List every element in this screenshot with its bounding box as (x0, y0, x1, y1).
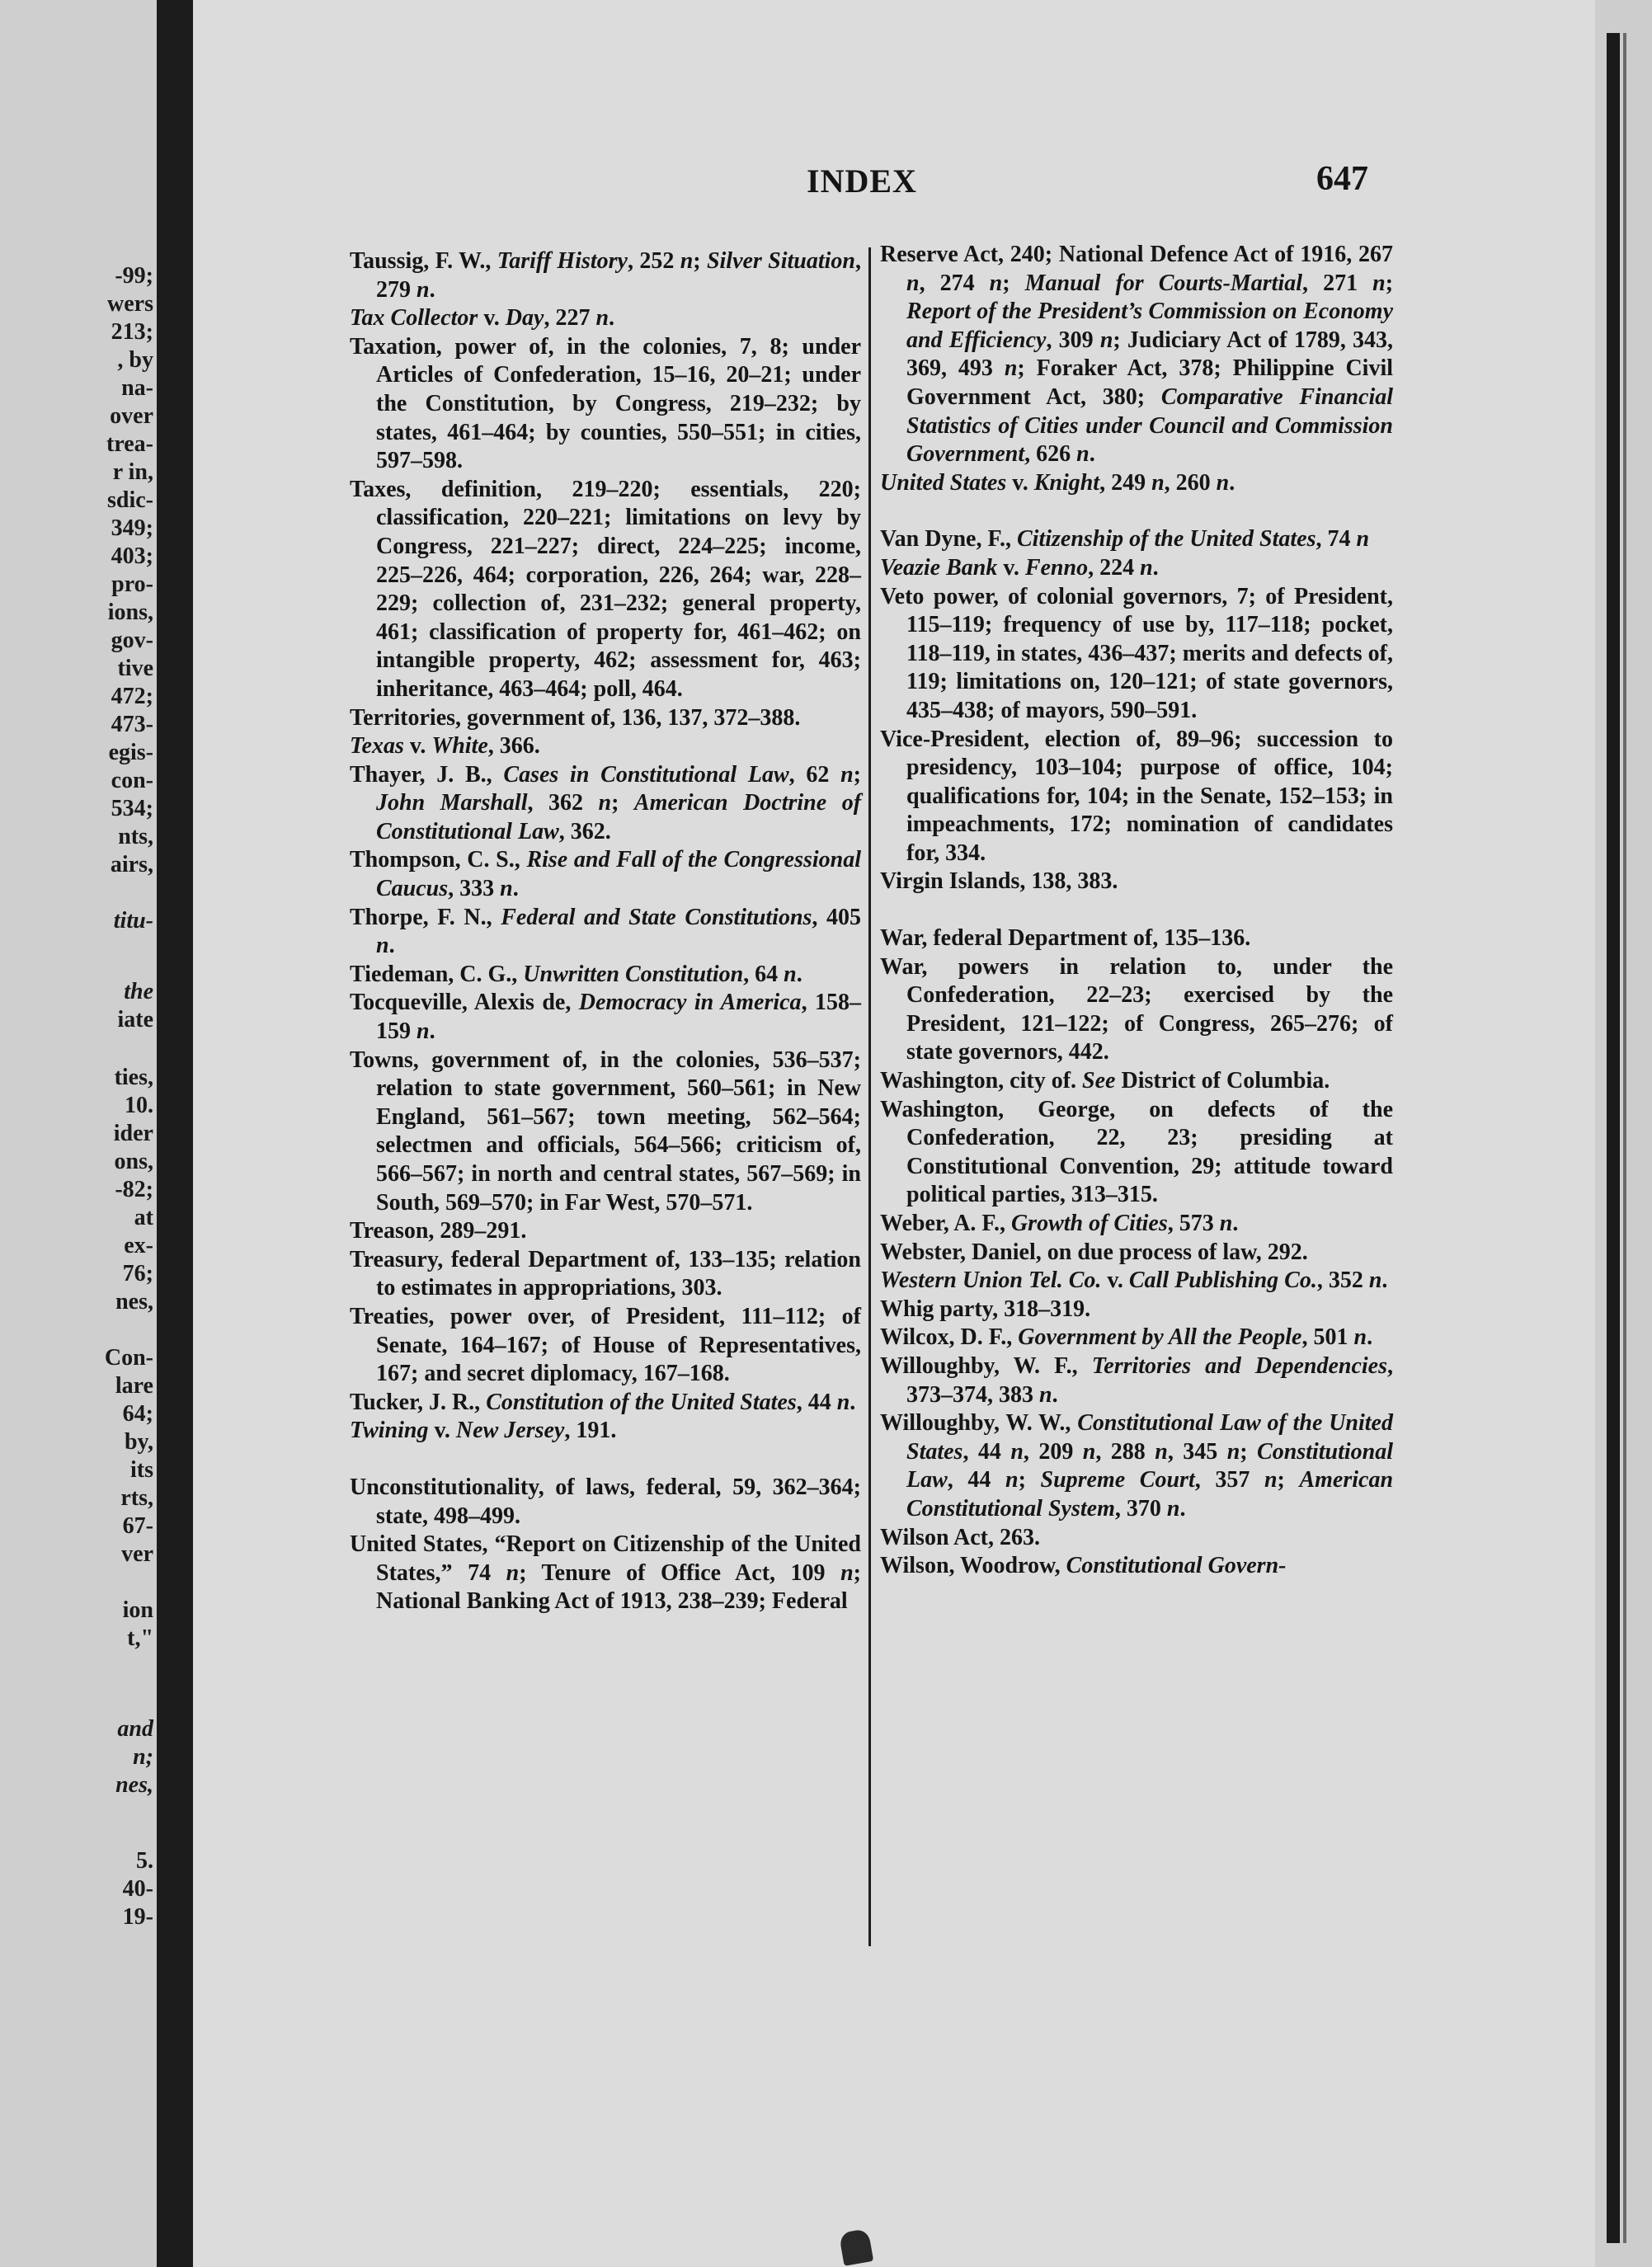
entry-text: Whig party, 318–319. (880, 1296, 1091, 1322)
entry-italic-text: n (500, 876, 513, 902)
entry-italic-text: n (1004, 355, 1018, 382)
entry-text: , 279 (376, 248, 861, 303)
entry-italic-text: n (1010, 1438, 1024, 1465)
facing-page-fragment: r in, (112, 459, 153, 485)
entry-italic-text: n (1155, 1438, 1168, 1465)
entry-text: v. (428, 1418, 456, 1444)
entry-italic-text: Western Union Tel. Co. (880, 1268, 1102, 1294)
facing-page-fragment: the (124, 979, 153, 1004)
entry-text: Treasury, federal Department of, 133–135; relation to estimates in appropriations, 303. (350, 1246, 861, 1301)
entry-text: . (1089, 441, 1095, 468)
facing-page-fragment: its (130, 1457, 153, 1483)
facing-page-fragment: ver (121, 1541, 153, 1567)
index-entry-vice-president (880, 726, 1393, 868)
index-entry-veto (880, 583, 1393, 726)
facing-page-fragment: wers (107, 291, 153, 317)
facing-page-fragment: 76; (122, 1261, 153, 1286)
facing-page-fragment: 472; (111, 684, 153, 709)
entry-italic-text: Comparative Financial Statistics of Cities under Council and Commission Government (906, 383, 1393, 468)
entry-italic-text: New Jersey (455, 1418, 565, 1444)
entry-text: . (1152, 554, 1159, 581)
facing-page-fragment: airs, (110, 852, 153, 877)
facing-page-fragment: n; (133, 1744, 153, 1770)
entry-text: , 64 (743, 961, 784, 987)
entry-text: . (609, 305, 615, 332)
entry-text: Wilcox, D. F., (880, 1324, 1019, 1351)
entry-text: , 366. (487, 733, 540, 760)
facing-page-fragment: gov- (111, 628, 153, 653)
entry-text: , 74 (1315, 526, 1357, 553)
index-column-right (880, 241, 1393, 1581)
entry-italic-text: Democracy in America (578, 990, 802, 1016)
entry-text: Willoughby, W. W., (880, 1410, 1078, 1437)
page-edge-line (1623, 33, 1626, 2243)
entry-text: Taxation, power of, in the colonies, 7, 8; under Articles of Confederation, 15–16, 20–21; under the Constitution, by Congress, 219–232; by states, 461–464; by counties, 550–551; in cities, 597–598. (350, 333, 861, 474)
facing-page-fragment: , by (117, 347, 153, 373)
entry-italic-text: n (417, 1018, 430, 1045)
facing-page-fragment: 473- (111, 712, 153, 737)
entry-text: Weber, A. F., (880, 1211, 1011, 1236)
entry-text: Territories, government of, 136, 137, 372–388. (350, 704, 801, 731)
facing-page-fragment: 19- (122, 1904, 153, 1930)
entry-text: . (850, 1389, 856, 1415)
entry-italic-text: n (1219, 1211, 1233, 1236)
entry-text: , 209 (1023, 1438, 1083, 1465)
entry-text: War, federal Department of, 135–136. (880, 925, 1251, 952)
facing-page-fragment: t," (127, 1625, 153, 1651)
index-entry-united-states (350, 1531, 861, 1616)
entry-italic-text: Citizenship of the United States (1016, 526, 1316, 553)
facing-page-fragment: egis- (108, 740, 153, 765)
facing-page-fragment: nts, (118, 824, 153, 849)
entry-text: , 227 (544, 305, 596, 332)
entry-italic-text: Cases in Constitutional Law (503, 761, 789, 788)
facing-page-fragment: nes, (115, 1289, 153, 1315)
entry-italic-text: n (376, 933, 389, 959)
entry-italic-text: Tariff History (497, 248, 628, 274)
facing-page-fragment: nes, (115, 1772, 153, 1798)
entry-text: Vice-President, election of, 89–96; succession to presidency, 103–104; purpose of office, 104; qualifications for, 104; in the Senate, 152–153; in impeachments, 172; nomination of candidates for, 334. (880, 726, 1393, 866)
entry-italic-text: American Constitutional System (906, 1467, 1394, 1522)
entry-text: , 626 (1024, 441, 1077, 468)
facing-page-fragment: 10. (125, 1093, 153, 1118)
entry-italic-text: n (1264, 1467, 1278, 1493)
entry-text: , 158–159 (376, 990, 862, 1045)
index-entry-van-dyne (880, 525, 1393, 554)
entry-text: . (388, 933, 395, 959)
facing-page-fragment: Con- (104, 1345, 153, 1371)
facing-page-fragment: and (117, 1716, 153, 1742)
entry-italic-text: n (1216, 469, 1230, 496)
facing-page-fragment: ons, (114, 1149, 153, 1174)
entry-text: War, powers in relation to, under the Confederation, 22–23; exercised by the President, 121–122; of Congress, 265–276; of state governors, 442. (880, 953, 1393, 1065)
index-entry-washington-city (880, 1067, 1393, 1096)
entry-italic-text: n (680, 248, 694, 274)
entry-italic-text: n (906, 270, 920, 296)
entry-text: Tiedeman, C. G., (350, 961, 524, 987)
entry-text: Wilson, Woodrow, (880, 1553, 1066, 1579)
facing-page-fragment: ties, (114, 1065, 153, 1090)
entry-italic-text: n (1005, 1467, 1019, 1493)
entry-text: Willoughby, W. F., (880, 1352, 1092, 1379)
entry-text: Washington, city of. (880, 1068, 1083, 1094)
entry-italic-text: Unwritten Constitution (523, 961, 744, 987)
facing-page-fragment: con- (111, 768, 153, 793)
entry-text: , 370 (1114, 1495, 1167, 1522)
index-entry-unconstitutionality (350, 1474, 861, 1531)
entry-text: Webster, Daniel, on due process of law, 292. (880, 1239, 1308, 1265)
entry-text: , 44 (962, 1438, 1011, 1465)
entry-text: , 288 (1095, 1438, 1155, 1465)
index-entry-taxation (350, 333, 861, 476)
entry-text: ; (693, 248, 707, 274)
entry-italic-text: n (595, 305, 609, 332)
entry-text: . (1229, 469, 1235, 496)
index-entry-willoughby-wf (880, 1352, 1393, 1409)
entry-italic-text: Supreme Court (1040, 1467, 1195, 1493)
entry-text: ; (853, 761, 861, 788)
entry-text: , 362. (558, 818, 611, 844)
running-head-title: INDEX (807, 162, 917, 200)
entry-italic-text: n (1356, 526, 1370, 553)
facing-page-fragment: -82; (115, 1177, 153, 1202)
entry-text: Taxes, definition, 219–220; essentials, 220; classification, 220–221; limitations on levy by Congress, 221–227; direct, 224–225; income, 225–226, 464; corporation, 226, 264; war, 228–229; collection of, 231–232; general property, 461; classification of property for, 461–462; on intangible property, 462; assessment for, 463; inheritance, 463–464; poll, 464. (350, 476, 861, 702)
facing-page-fragment: -99; (115, 263, 153, 289)
facing-page-edge (0, 0, 157, 2267)
entry-text: , 260 (1164, 469, 1217, 496)
facing-page-fragment: 534; (111, 796, 153, 821)
entry-italic-text: n (1099, 327, 1113, 353)
entry-italic-text: Constitutional Govern- (1066, 1553, 1287, 1579)
entry-text: Treaties, power over, of President, 111–112; of Senate, 164–167; of House of Representatives, 167; and secret diplomacy, 167–168. (350, 1303, 861, 1387)
index-entry-twining (350, 1417, 861, 1446)
facing-page-fragment: 403; (111, 543, 153, 569)
index-entry-wilcox (880, 1324, 1393, 1352)
entry-text: ; (1002, 270, 1025, 296)
entry-italic-text: n (1368, 1268, 1382, 1294)
facing-page-fragment: rts, (120, 1485, 153, 1511)
entry-text: v. (1006, 469, 1034, 496)
facing-page-fragment: ex- (124, 1233, 153, 1258)
entry-italic-text: American Doctrine of Constitutional Law (376, 790, 862, 844)
index-entry-tucker (350, 1389, 861, 1418)
entry-italic-text: Knight (1033, 469, 1100, 496)
entry-text: Unconstitutionality, of laws, federal, 59, 362–364; state, 498–499. (350, 1474, 861, 1529)
facing-page-fragment: 64; (122, 1401, 153, 1427)
entry-italic-text: n (836, 1389, 850, 1415)
book-spine-shadow (157, 0, 193, 2267)
entry-italic-text: Fenno (1024, 554, 1089, 581)
index-entry-us-v-knight (880, 469, 1393, 498)
entry-text: . (796, 961, 802, 987)
entry-italic-text: n (1353, 1324, 1367, 1351)
entry-text: , 405 (812, 904, 862, 930)
index-entry-tocqueville (350, 989, 861, 1046)
facing-page-fragment: sdic- (107, 487, 153, 513)
entry-text: District of Columbia. (1115, 1068, 1330, 1094)
column-divider (868, 247, 871, 1946)
facing-page-fragment: trea- (106, 431, 153, 457)
index-entry-thompson (350, 846, 861, 903)
entry-italic-text: Rise and Fall of the Congressional Caucus (376, 847, 862, 902)
entry-text: Towns, government of, in the colonies, 536–537; relation to state government, 560–561; in New England, 561–567; town meeting, 562–564; selectmen and officials, 564–566; criticism of, 566–567; in north and central states, 567–569; in South, 569–570; in Far West, 570–571. (350, 1046, 861, 1216)
entry-italic-text: Silver Situation (706, 248, 855, 274)
entry-text: ; Judiciary Act of 1789, 343, 369, 493 (906, 327, 1394, 382)
entry-text: , 573 (1167, 1211, 1220, 1236)
facing-page-fragment: pro- (111, 571, 153, 597)
entry-text: . (429, 276, 435, 303)
entry-text: . (1381, 1268, 1388, 1294)
index-entry-weber (880, 1210, 1393, 1239)
entry-italic-text: Tax Collector (350, 305, 478, 332)
index-entry-willoughby-ww (880, 1409, 1393, 1523)
entry-text: ; National Banking Act of 1913, 238–239; Federal (376, 1559, 861, 1615)
entry-text: ; (611, 790, 634, 816)
entry-text: Tucker, J. R., (350, 1389, 487, 1415)
entry-italic-text: See (1082, 1068, 1116, 1094)
entry-text: , 274 (919, 270, 990, 296)
index-entry-wilson-woodrow (880, 1552, 1393, 1581)
facing-page-fragment: titu- (113, 908, 153, 934)
entry-italic-text: Report of the President’s Commission on Economy and Efficiency (906, 299, 1393, 353)
index-entry-united-states-cont (880, 241, 1393, 469)
entry-text: , 345 (1167, 1438, 1227, 1465)
entry-text: Van Dyne, F., (880, 526, 1017, 553)
entry-italic-text: Day (505, 305, 544, 332)
facing-page-fragment: 213; (111, 319, 153, 345)
entry-text: , 191. (564, 1418, 617, 1444)
index-entry-webster (880, 1239, 1393, 1268)
entry-text: Reserve Act, 240; National Defence Act of 1916, 267 (880, 242, 1393, 267)
entry-italic-text: Federal and State Constitutions (501, 904, 812, 930)
entry-italic-text: United States (880, 469, 1007, 496)
index-entry-virgin-islands (880, 868, 1393, 896)
index-entry-veazie (880, 554, 1393, 583)
entry-italic-text: Constitutional Law of the United States (906, 1410, 1393, 1465)
facing-page-fragment: iate (117, 1007, 153, 1032)
entry-text: Wilson Act, 263. (880, 1524, 1040, 1550)
facing-page-fragment: na- (121, 375, 153, 401)
entry-text: , 352 (1316, 1268, 1369, 1294)
entry-text: ; Tenure of Office Act, 109 (519, 1559, 841, 1586)
index-entry-taxes (350, 476, 861, 704)
entry-text: . (1367, 1324, 1373, 1351)
facing-page-fragment: 5. (136, 1848, 153, 1874)
entry-italic-text: Government by All the People (1018, 1324, 1302, 1351)
index-entry-tiedeman (350, 961, 861, 990)
facing-page-fragment: by, (124, 1429, 153, 1455)
facing-page-fragment: 349; (111, 515, 153, 541)
index-entry-whig (880, 1296, 1393, 1324)
index-entry-tax-collector (350, 304, 861, 333)
entry-text: , 271 (1302, 270, 1373, 296)
entry-text: , 333 (448, 876, 501, 902)
entry-text: . (512, 876, 519, 902)
entry-text: . (1232, 1211, 1239, 1236)
entry-italic-text: n (1226, 1438, 1240, 1465)
entry-italic-text: n (1151, 469, 1165, 496)
facing-page-fragment: ion (122, 1597, 153, 1623)
entry-text: ; Foraker Act, 378; Philippine Civil Government Act, 380; (906, 355, 1393, 410)
index-entry-towns (350, 1046, 861, 1218)
facing-page-fragment: ions, (107, 600, 153, 625)
index-entry-territories (350, 704, 861, 733)
entry-text: , 501 (1301, 1324, 1354, 1351)
entry-italic-text: n (1372, 270, 1386, 296)
entry-text: Washington, George, on defects of the Confederation, 22, 23; presiding at Constitutional Convention, 29; attitude toward political parties, 313–315. (880, 1096, 1393, 1208)
entry-text: . (1052, 1381, 1058, 1408)
entry-text: , 44 (796, 1389, 837, 1415)
entry-text: , 62 (788, 761, 841, 788)
entry-italic-text: Texas (350, 733, 404, 760)
facing-page-fragment: over (110, 403, 153, 429)
facing-page-fragment: 67- (122, 1513, 153, 1539)
entry-text: Thayer, J. B., (350, 761, 504, 788)
entry-italic-text: n (506, 1559, 520, 1586)
entry-text: , 44 (947, 1467, 1005, 1493)
index-entry-western-union (880, 1267, 1393, 1296)
entry-text: , 252 (628, 248, 680, 274)
entry-italic-text: Call Publishing Co. (1128, 1268, 1317, 1294)
entry-italic-text: Manual for Courts-Martial (1024, 270, 1303, 296)
entry-text: United States, “Report on Citizenship of the United States,” 74 (350, 1531, 861, 1586)
entry-italic-text: Growth of Cities (1010, 1211, 1168, 1236)
entry-italic-text: n (1140, 554, 1153, 581)
entry-italic-text: n (598, 790, 612, 816)
entry-italic-text: n (840, 1559, 854, 1586)
index-entry-texas (350, 732, 861, 761)
index-entry-treaties (350, 1303, 861, 1389)
entry-text: v. (1101, 1268, 1129, 1294)
entry-text: , 249 (1099, 469, 1152, 496)
entry-italic-text: n (784, 961, 797, 987)
entry-text: , 357 (1194, 1467, 1264, 1493)
index-entry-war-dept (880, 924, 1393, 953)
entry-text: Thorpe, F. N., (350, 904, 501, 930)
index-entry-washington-george (880, 1096, 1393, 1210)
entry-text: Virgin Islands, 138, 383. (880, 868, 1118, 895)
entry-italic-text: John Marshall (376, 790, 528, 816)
entry-italic-text: n (1082, 1438, 1096, 1465)
entry-italic-text: Constitution of the United States (486, 1389, 797, 1415)
index-entry-thayer (350, 761, 861, 847)
entry-text: , 362 (527, 790, 599, 816)
index-entry-thorpe (350, 904, 861, 961)
entry-italic-text: White (431, 733, 488, 760)
entry-text: v. (997, 554, 1025, 581)
index-entry-treasury (350, 1246, 861, 1303)
entry-italic-text: Territories and Dependencies (1091, 1352, 1387, 1379)
page-edge-shadow (1607, 33, 1620, 2243)
page-number: 647 (1316, 160, 1368, 198)
entry-italic-text: Constitutional Law (906, 1438, 1394, 1493)
entry-italic-text: n (989, 270, 1003, 296)
facing-page-fragment: tive (117, 656, 153, 681)
entry-text: , 224 (1088, 554, 1141, 581)
facing-page-fragment: lare (115, 1373, 153, 1399)
entry-text: ; (1018, 1467, 1041, 1493)
entry-text: . (429, 1018, 435, 1045)
entry-text: ; (1240, 1438, 1258, 1465)
entry-text: Taussig, F. W., (350, 248, 497, 274)
entry-text: Tocqueville, Alexis de, (350, 990, 579, 1016)
facing-page-fragment: 40- (122, 1876, 153, 1902)
index-entry-wilson-act (880, 1524, 1393, 1553)
entry-italic-text: n (417, 276, 430, 303)
entry-text: v. (403, 733, 432, 760)
index-entry-taussig (350, 247, 861, 304)
facing-page-fragment: at (134, 1205, 153, 1230)
entry-text: . (1179, 1495, 1186, 1522)
entry-italic-text: n (1166, 1495, 1180, 1522)
entry-italic-text: n (1076, 441, 1090, 468)
facing-page-fragment: ider (113, 1121, 153, 1146)
entry-italic-text: Twining (350, 1418, 429, 1444)
entry-text: ; (1385, 270, 1394, 296)
index-entry-war-powers (880, 953, 1393, 1067)
entry-text: ; (1277, 1467, 1300, 1493)
entry-text: Thompson, C. S., (350, 847, 527, 873)
entry-text: v. (478, 305, 506, 332)
entry-italic-text: n (840, 761, 854, 788)
entry-text: Veto power, of colonial governors, 7; of President, 115–119; frequency of use by, 117–118; pocket, 118–119, in states, 436–437; merits and defects of, 119; limitations on, 120–121; of state governors, 435–438; of mayors, 590–591. (880, 583, 1393, 723)
entry-text: , 309 (1046, 327, 1100, 353)
entry-italic-text: n (1039, 1381, 1052, 1408)
index-column-left (350, 247, 861, 1616)
index-entry-treason (350, 1217, 861, 1246)
entry-italic-text: Veazie Bank (880, 554, 998, 581)
entry-text: Treason, 289–291. (350, 1218, 527, 1244)
entry-text: , 373–374, 383 (906, 1352, 1393, 1408)
